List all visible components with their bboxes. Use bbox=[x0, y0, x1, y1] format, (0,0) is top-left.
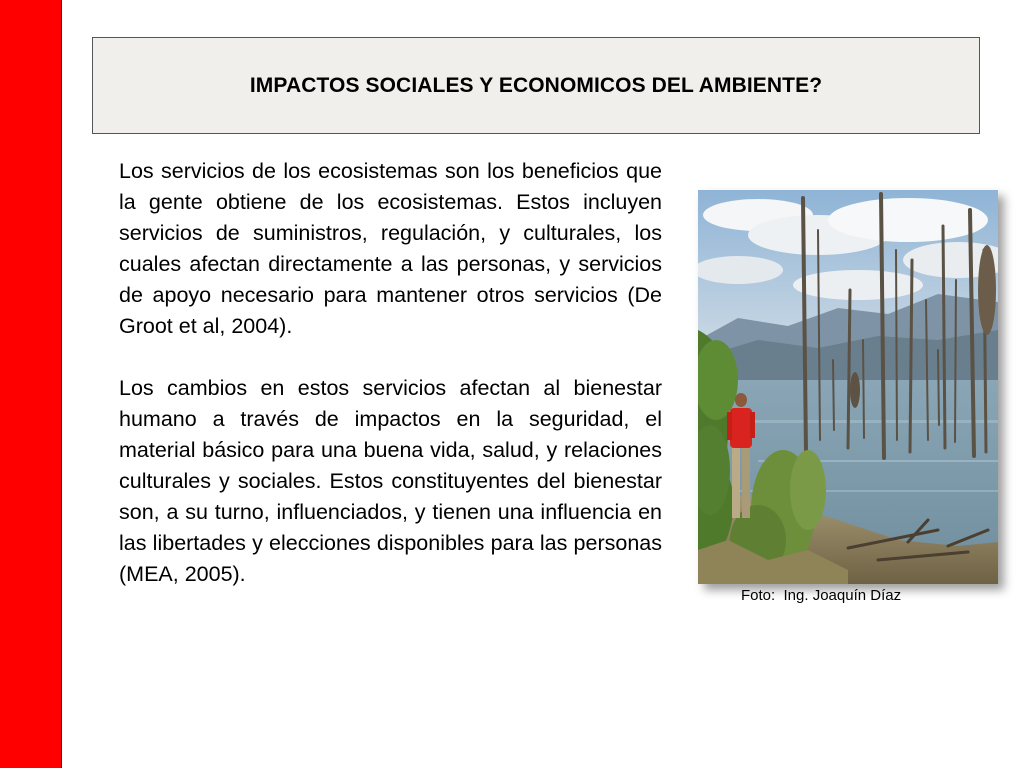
photo-caption: Foto: Ing. Joaquín Díaz bbox=[741, 587, 902, 604]
body-text bbox=[119, 156, 662, 590]
title-box bbox=[92, 37, 980, 134]
slide-title: IMPACTOS SOCIALES Y ECONOMICOS DEL AMBIENTE? bbox=[249, 73, 823, 97]
paragraph-ecosystem-services: Los servicios de los ecosistemas son los beneficios que la gente obtiene de los ecosistemas. Estos incluyen servicios de suministros, regulación, y culturales, los cuales afectan directamente a las personas, y servicios de apoyo necesario para mantener otros servicios (De Groot et al, 2004). bbox=[119, 159, 662, 338]
paragraph-wellbeing-impacts: Los cambios en estos servicios afectan al bienestar humano a través de impactos en la seguridad, el material básico para una buena vida, salud, y relaciones culturales y sociales. Estos constituyentes del bienestar son, a su turno, influenciados, y tienen una influencia en las libertades y elecciones disponibles para las personas (MEA, 2005). bbox=[119, 376, 662, 586]
accent-sidebar bbox=[0, 0, 62, 768]
flooded-forest-photo bbox=[698, 190, 998, 584]
